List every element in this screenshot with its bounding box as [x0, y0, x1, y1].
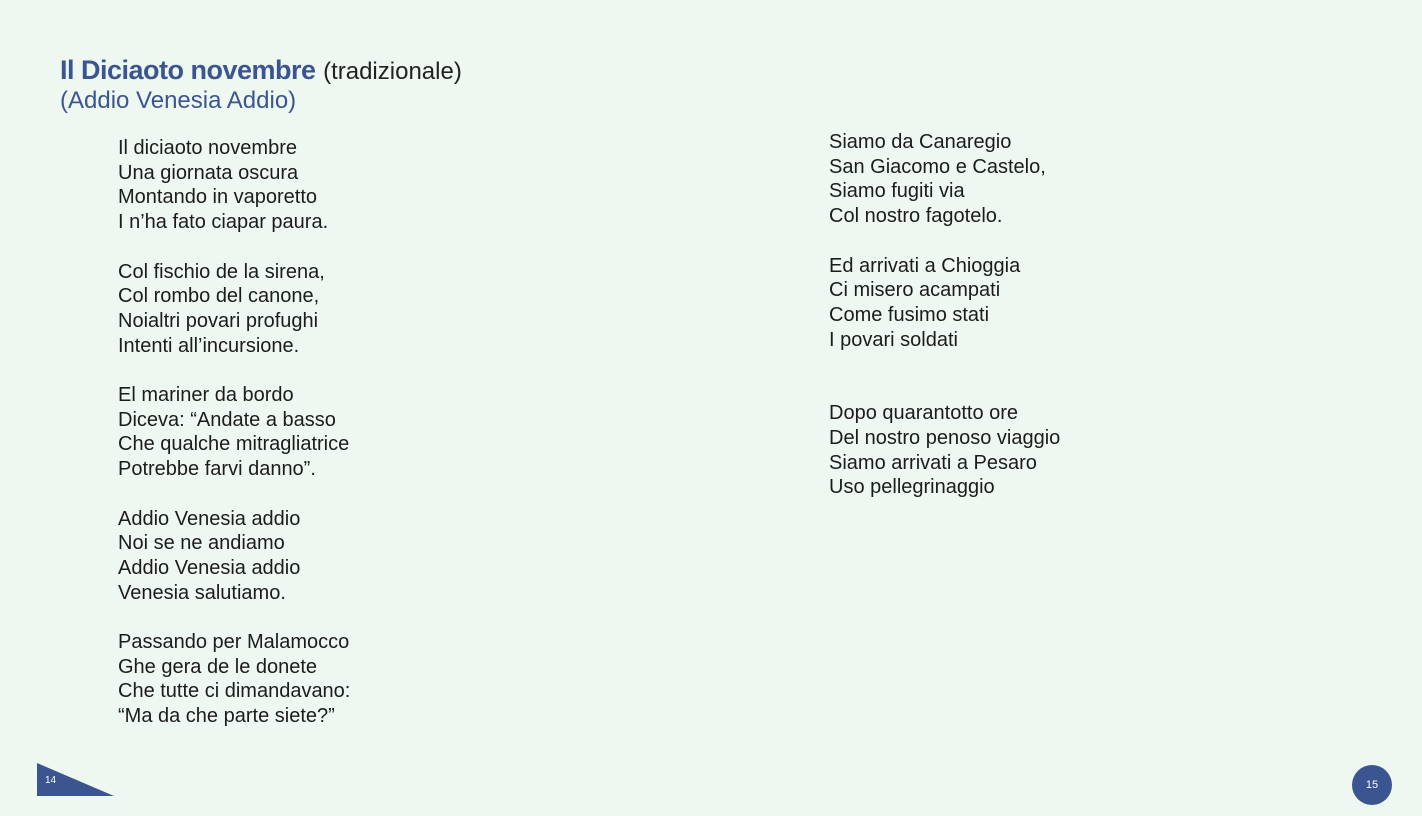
right-column [829, 130, 1060, 500]
left-column [118, 136, 350, 729]
lyric-line: “Ma da che parte siete?” [118, 705, 335, 728]
lyric-line: Ghe gera de le donete [118, 655, 318, 678]
lyric-line: Col nostro fagotelo. [829, 205, 1003, 228]
lyric-line: Diceva: “Andate a basso [118, 408, 336, 431]
lyric-line: Noialtri povari profughi [118, 309, 319, 332]
title-block [60, 54, 462, 114]
lyric-line: Addio Venesia addio [118, 556, 301, 579]
lyric-line: Venesia salutiamo. [118, 581, 286, 604]
stanza [118, 630, 350, 729]
lyric-line: Come fusimo stati [829, 303, 990, 326]
lyric-line: Col rombo del canone, [118, 285, 320, 308]
stanza [829, 254, 1060, 353]
lyric-line: Potrebbe farvi danno”. [118, 458, 316, 481]
lyric-line: Montando in vaporetto [118, 186, 318, 209]
page-number-left: 14 [45, 775, 57, 786]
page-number-left-marker [37, 763, 114, 796]
page-number-right: 15 [1365, 779, 1379, 791]
lyric-line: Siamo fugiti via [829, 180, 965, 203]
lyric-line: Il diciaoto novembre [118, 137, 297, 159]
lyric-line: San Giacomo e Castelo, [829, 155, 1046, 178]
stanza [118, 383, 350, 482]
title-line [60, 54, 462, 88]
lyric-line: Che qualche mitragliatrice [118, 433, 350, 456]
lyric-line: I povari soldati [829, 328, 958, 351]
lyric-line: Noi se ne andiamo [118, 532, 285, 555]
lyric-line: Che tutte ci dimandavano: [118, 680, 351, 703]
lyric-line: Siamo da Canaregio [829, 131, 1012, 153]
lyric-line: Intenti all’incursione. [118, 334, 300, 357]
stanza [118, 507, 350, 606]
lyric-line: Ed arrivati a Chioggia [829, 254, 1021, 277]
page-number-right-marker [1352, 765, 1392, 805]
stanza [118, 260, 350, 359]
lyric-line: Passando per Malamocco [118, 631, 350, 653]
lyric-line: Addio Venesia addio [118, 507, 301, 530]
lyric-line: Uso pellegrinaggio [829, 476, 995, 499]
lyric-line: Ci misero acampati [829, 279, 1001, 302]
lyric-line: Una giornata oscura [118, 161, 299, 184]
stanza [118, 136, 350, 235]
stanza [829, 401, 1060, 500]
lyric-line: Siamo arrivati a Pesaro [829, 451, 1037, 474]
song-title: Il Diciaoto novembre [60, 55, 316, 85]
lyric-line: El mariner da bordo [118, 384, 294, 406]
stanza [829, 130, 1060, 229]
lyric-line: I n’ha fato ciapar paura. [118, 211, 329, 234]
title-note: (tradizionale) [323, 58, 462, 85]
lyric-line: Dopo quarantotto ore [829, 402, 1019, 425]
lyric-line: Del nostro penoso viaggio [829, 427, 1061, 450]
song-subtitle: (Addio Venesia Addio) [60, 87, 297, 114]
lyric-line: Col fischio de la sirena, [118, 260, 325, 283]
